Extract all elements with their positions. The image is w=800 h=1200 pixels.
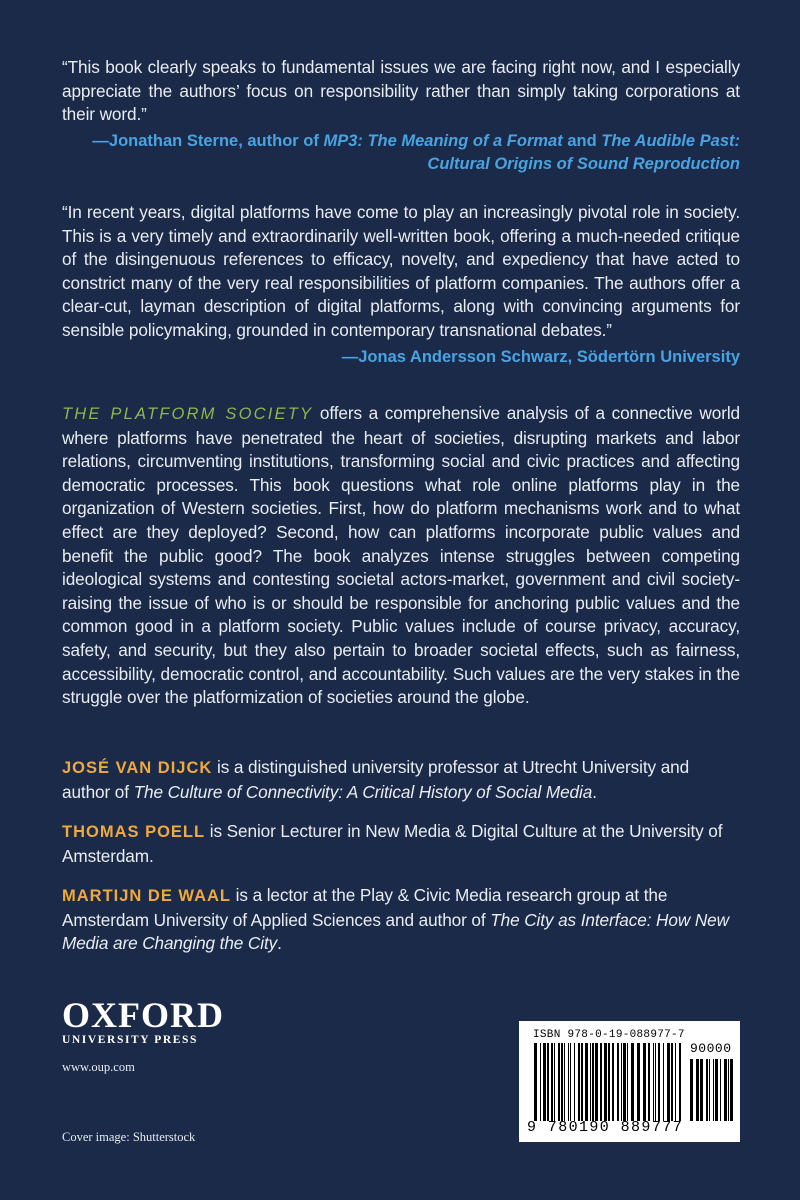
attribution-conjunction: and	[562, 131, 602, 150]
attribution-prefix: —Jonathan Sterne, author of	[92, 131, 324, 150]
publisher-name: OXFORD	[62, 995, 224, 1035]
publisher-subtitle: UNIVERSITY PRESS	[62, 1034, 199, 1046]
addon-bars	[690, 1059, 734, 1121]
author-work: The Culture of Connectivity: A Critical History of Social Media	[133, 781, 593, 802]
bio-end: .	[592, 781, 597, 802]
author-bio	[62, 756, 740, 804]
endorsement-quote-2	[62, 201, 740, 369]
cover-credit: Cover image: Shutterstock	[62, 1130, 196, 1144]
author-bio	[62, 884, 740, 956]
endorsement-quote-1	[62, 56, 740, 177]
price-code: 90000	[690, 1041, 732, 1056]
book-description	[62, 402, 740, 710]
bio-end: .	[277, 933, 282, 954]
author-bio	[62, 820, 740, 868]
author-bio-text: is a distinguished university professor at Utrecht University and author of	[62, 757, 690, 802]
author-work: The City as Interface: How New Media are Changing the City	[62, 909, 729, 954]
quote-attribution	[62, 130, 740, 177]
quote-text: “This book clearly speaks to fundamental issues we are facing right now, and I especially appreciate the authors’ focus on responsibility rather than simply taking corporations at their word.”	[62, 57, 740, 125]
book-title: THE PLATFORM SOCIETY	[62, 405, 314, 423]
isbn-number: 9 780190 889777	[527, 1119, 684, 1136]
isbn-label: ISBN 978-0-19-088977-7	[533, 1029, 685, 1041]
author-bio-text: is Senior Lecturer in New Media & Digital Culture at the University of Amsterdam.	[62, 821, 723, 866]
barcode	[519, 1021, 740, 1142]
barcode-bars	[534, 1043, 684, 1121]
author-name: MARTIJN DE WAAL	[62, 887, 231, 905]
author-bio-text: is a lector at the Play & Civic Media research group at the Amsterdam University of Applied Sciences and author of	[62, 885, 668, 930]
attribution-work: MP3: The Meaning of a Format	[323, 131, 563, 150]
author-name: THOMAS POELL	[62, 823, 206, 841]
publisher-url: www.oup.com	[62, 1060, 135, 1074]
description-text: offers a comprehensive analysis of a connective world where platforms have penetrated the heart of societies, disrupting markets and labor relations, circumventing institutions, transforming social and civic practices and affecting democratic processes. This book questions what role online platforms play in the organization of Western societies. First, how do platform mechanisms work and to what effect are they deployed? Second, how can platforms incorporate public values and benefit the public good? The book analyzes intense struggles between competing ideological systems and contesting societal actors-market, government and civil society-raising the issue of who is or should be responsible for anchoring public values and the common good in a platform society. Public values include of course privacy, accuracy, safety, and security, but they also pertain to broader societal effects, such as fairness, accessibility, democratic control, and accountability. Such values are the very stakes in the struggle over the platformization of societies around the globe.	[62, 403, 740, 708]
quote-attribution: —Jonas Andersson Schwarz, Södertörn University	[341, 347, 740, 366]
attribution-work: The Audible Past: Cultural Origins of Sound Reproduction	[427, 131, 740, 174]
quote-text: “In recent years, digital platforms have come to play an increasingly pivotal role in society. This is a very timely and extraordinarily well-written book, offering a much-needed critique of the disingenuous references to efficacy, novelty, and expediency that have acted to constrict many of the very real responsibilities of platform companies. The authors offer a clear-cut, layman description of digital platforms, along with convincing arguments for sensible policymaking, grounded in contemporary transnational debates.”	[62, 202, 740, 340]
publisher-logo	[62, 995, 224, 1046]
author-name: JOSÉ VAN DIJCK	[62, 759, 213, 777]
